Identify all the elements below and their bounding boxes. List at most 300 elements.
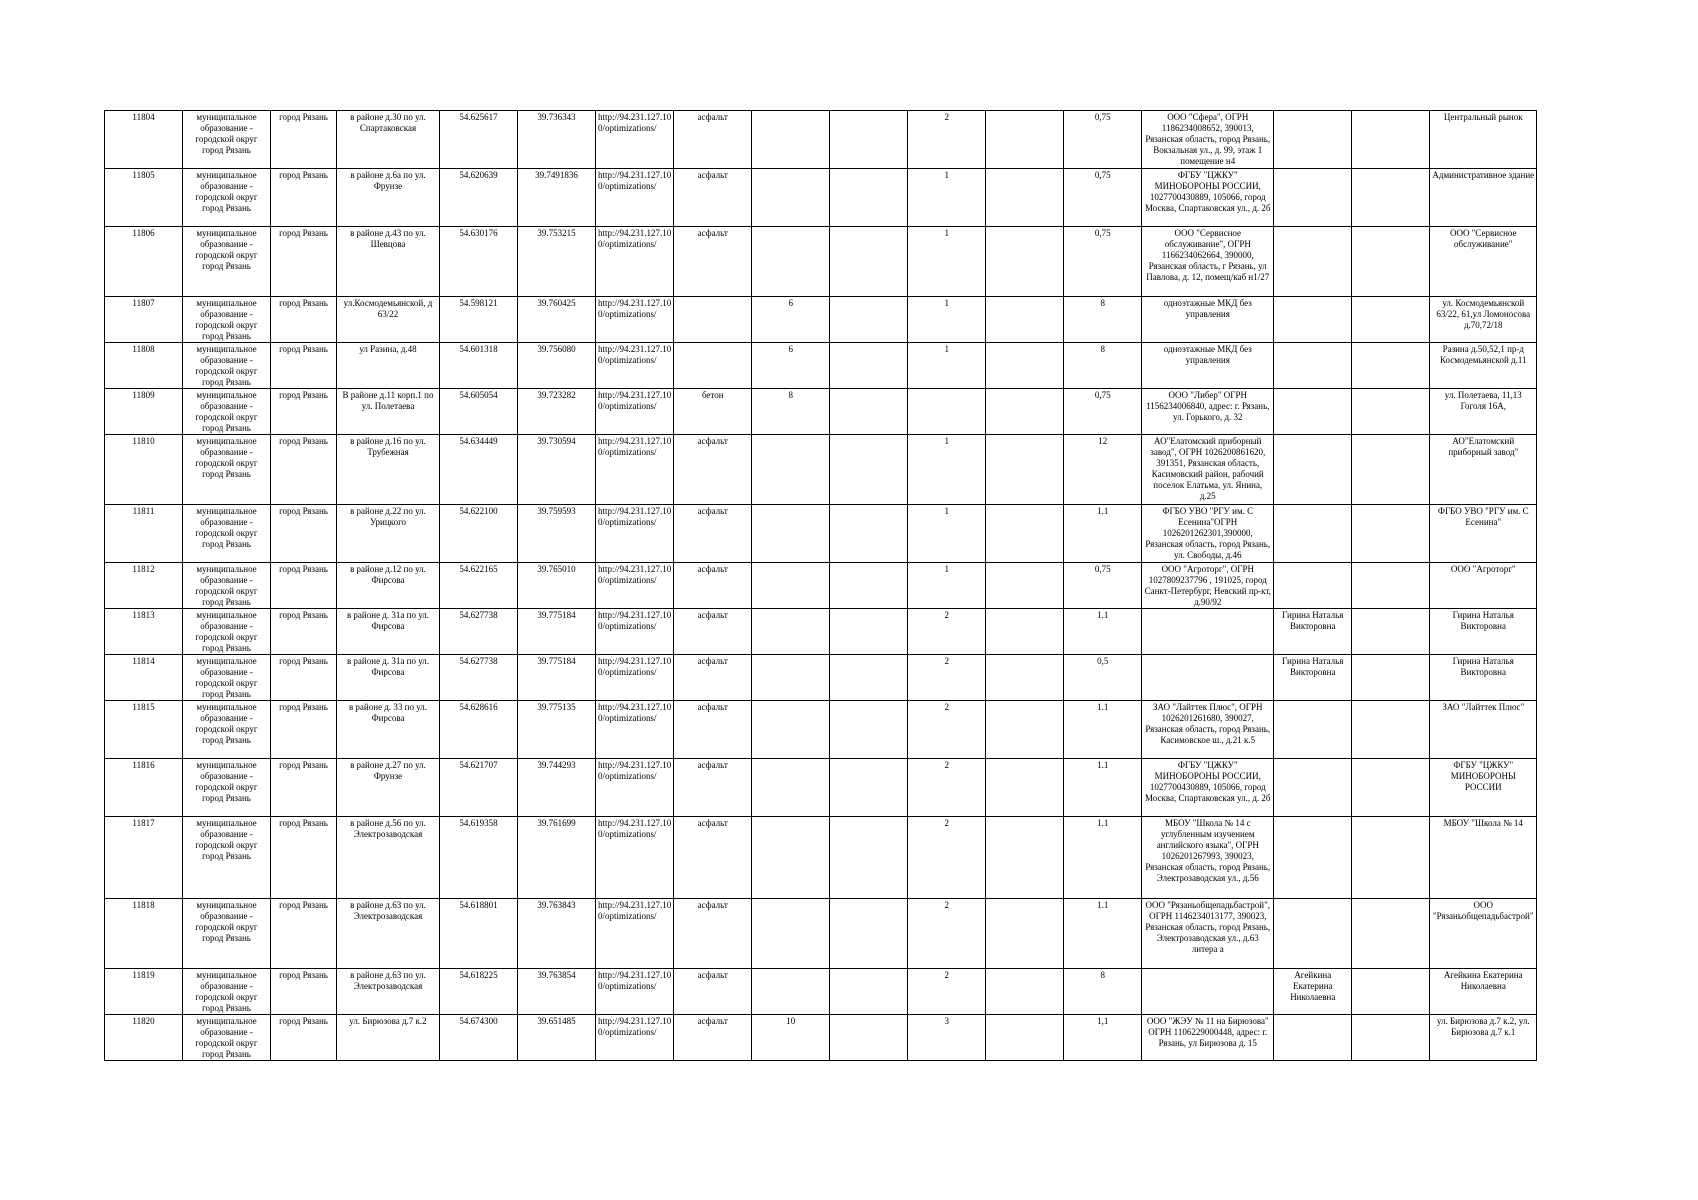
area-cell — [752, 227, 830, 297]
owner-cell: одноэтажные МКД без управления — [1142, 297, 1274, 343]
empty-cell — [830, 817, 908, 899]
individual-owner-cell — [1274, 505, 1352, 563]
municipality-cell: муниципальное образование - городской округ город Рязань — [183, 343, 271, 389]
empty-cell — [830, 389, 908, 435]
waste-sources-cell: Разина д.50,52,1 пр-д Космодемьянской д.11 — [1430, 343, 1537, 389]
empty-cell — [986, 969, 1064, 1015]
area-cell — [752, 435, 830, 505]
longitude-cell: 39.763854 — [518, 969, 596, 1015]
surface-cell: асфальт — [674, 817, 752, 899]
table-row — [105, 435, 1537, 505]
owner-cell: АО"Елатомский приборный завод", ОГРН 1026200861620, 391351, Рязанская область, Касимовский район, рабочий поселок Елатьма, ул. Янина, д.25 — [1142, 435, 1274, 505]
volume-cell: 12 — [1064, 435, 1142, 505]
table-body — [105, 111, 1537, 1061]
empty-cell — [986, 505, 1064, 563]
map-link-cell[interactable]: http://94.231.127.10 0/optimizations/ — [596, 1015, 674, 1061]
area-cell — [752, 563, 830, 609]
table-row — [105, 169, 1537, 227]
empty-cell — [830, 1015, 908, 1061]
empty-cell — [1352, 563, 1430, 609]
area-cell — [752, 969, 830, 1015]
empty-cell — [830, 969, 908, 1015]
latitude-cell: 54.625617 — [440, 111, 518, 169]
individual-owner-cell — [1274, 563, 1352, 609]
latitude-cell: 54.620639 — [440, 169, 518, 227]
surface-cell: асфальт — [674, 169, 752, 227]
individual-owner-cell — [1274, 227, 1352, 297]
empty-cell — [986, 817, 1064, 899]
table-row — [105, 1015, 1537, 1061]
latitude-cell: 54.622165 — [440, 563, 518, 609]
municipality-cell: муниципальное образование - городской округ город Рязань — [183, 969, 271, 1015]
empty-cell — [1352, 969, 1430, 1015]
empty-cell — [986, 655, 1064, 701]
container-count-cell: 1 — [908, 435, 986, 505]
container-count-cell: 2 — [908, 969, 986, 1015]
volume-cell: 1.1 — [1064, 817, 1142, 899]
table-row — [105, 297, 1537, 343]
id-cell: 11812 — [105, 563, 183, 609]
waste-sources-cell: ЗАО "Лайттек Плюс" — [1430, 701, 1537, 759]
surface-cell: асфальт — [674, 701, 752, 759]
area-cell — [752, 111, 830, 169]
address-cell: в районе д.6а по ул. Фрунзе — [337, 169, 440, 227]
longitude-cell: 39.723282 — [518, 389, 596, 435]
settlement-cell: город Рязань — [271, 817, 337, 899]
latitude-cell: 54.605054 — [440, 389, 518, 435]
owner-cell: МБОУ "Школа № 14 с углубленным изучением английского языка", ОГРН 1026201267993, 390023, Рязанская область, город Рязань, Электрозаводская ул., д.56 — [1142, 817, 1274, 899]
id-cell: 11804 — [105, 111, 183, 169]
settlement-cell: город Рязань — [271, 655, 337, 701]
settlement-cell: город Рязань — [271, 227, 337, 297]
map-link-cell[interactable]: http://94.231.127.10 0/optimizations/ — [596, 899, 674, 969]
latitude-cell: 54.619358 — [440, 817, 518, 899]
empty-cell — [1352, 505, 1430, 563]
owner-cell: ФГБУ "ЦЖКУ" МИНОБОРОНЫ РОССИИ, 1027700430889, 105066, город Москва, Спартаковская ул., д. 2б — [1142, 169, 1274, 227]
longitude-cell: 39.775184 — [518, 609, 596, 655]
settlement-cell: город Рязань — [271, 563, 337, 609]
individual-owner-cell — [1274, 899, 1352, 969]
owner-cell: ООО "Сфера", ОГРН 1186234008652, 390013, Рязанская область, город Рязань, Вокзальная ул., д. 99, этаж 1 помещение н4 — [1142, 111, 1274, 169]
municipality-cell: муниципальное образование - городской округ город Рязань — [183, 505, 271, 563]
container-count-cell: 1 — [908, 297, 986, 343]
id-cell: 11816 — [105, 759, 183, 817]
address-cell: ул.Космодемьянской, д 63/22 — [337, 297, 440, 343]
owner-cell: ООО "ЖЭУ № 11 на Бирюзова" ОГРН 1106229000448, адрес: г. Рязань, ул Бирюзова д. 15 — [1142, 1015, 1274, 1061]
id-cell: 11810 — [105, 435, 183, 505]
empty-cell — [830, 435, 908, 505]
municipality-cell: муниципальное образование - городской округ город Рязань — [183, 227, 271, 297]
municipality-cell: муниципальное образование - городской округ город Рязань — [183, 389, 271, 435]
volume-cell: 8 — [1064, 969, 1142, 1015]
latitude-cell: 54.618225 — [440, 969, 518, 1015]
volume-cell: 1.1 — [1064, 701, 1142, 759]
volume-cell: 0,75 — [1064, 169, 1142, 227]
volume-cell: 0,75 — [1064, 111, 1142, 169]
map-link-cell[interactable]: http://94.231.127.10 0/optimizations/ — [596, 505, 674, 563]
empty-cell — [1352, 297, 1430, 343]
table-row — [105, 969, 1537, 1015]
settlement-cell: город Рязань — [271, 505, 337, 563]
empty-cell — [986, 435, 1064, 505]
waste-sources-cell: ул. Космодемьянской 63/22, 61,ул Ломоносова д.70,72/18 — [1430, 297, 1537, 343]
individual-owner-cell: Гирина Наталья Викторовна — [1274, 609, 1352, 655]
waste-sources-cell: Агейкина Екатерина Николаевна — [1430, 969, 1537, 1015]
municipality-cell: муниципальное образование - городской округ город Рязань — [183, 701, 271, 759]
empty-cell — [830, 655, 908, 701]
owner-cell: одноэтажные МКД без управления — [1142, 343, 1274, 389]
owner-cell: ФГБО УВО "РГУ им. С Есенина"ОГРН 1026201262301,390000, Рязанская область, город Рязань, ул. Свободы, д.46 — [1142, 505, 1274, 563]
empty-cell — [830, 701, 908, 759]
individual-owner-cell — [1274, 1015, 1352, 1061]
map-link-cell[interactable]: http://94.231.127.10 0/optimizations/ — [596, 297, 674, 343]
owner-cell — [1142, 609, 1274, 655]
municipality-cell: муниципальное образование - городской округ город Рязань — [183, 1015, 271, 1061]
individual-owner-cell — [1274, 435, 1352, 505]
table-row — [105, 505, 1537, 563]
settlement-cell: город Рязань — [271, 899, 337, 969]
surface-cell: асфальт — [674, 435, 752, 505]
address-cell: в районе д. 31а по ул. Фирсова — [337, 609, 440, 655]
area-cell — [752, 759, 830, 817]
settlement-cell: город Рязань — [271, 609, 337, 655]
empty-cell — [986, 169, 1064, 227]
address-cell: в районе д.63 по ул. Электрозаводская — [337, 899, 440, 969]
address-cell: ул Разина, д.48 — [337, 343, 440, 389]
settlement-cell: город Рязань — [271, 759, 337, 817]
settlement-cell: город Рязань — [271, 297, 337, 343]
waste-sources-cell: ООО "Агроторг" — [1430, 563, 1537, 609]
empty-cell — [830, 899, 908, 969]
area-cell — [752, 609, 830, 655]
latitude-cell: 54.598121 — [440, 297, 518, 343]
address-cell: в районе д.27 по ул. Фрунзе — [337, 759, 440, 817]
area-cell — [752, 817, 830, 899]
empty-cell — [986, 389, 1064, 435]
surface-cell — [674, 297, 752, 343]
settlement-cell: город Рязань — [271, 435, 337, 505]
address-cell: ул. Бирюзова д.7 к.2 — [337, 1015, 440, 1061]
map-link-cell[interactable]: http://94.231.127.10 0/optimizations/ — [596, 227, 674, 297]
area-cell — [752, 701, 830, 759]
settlement-cell: город Рязань — [271, 1015, 337, 1061]
id-cell: 11818 — [105, 899, 183, 969]
settlement-cell: город Рязань — [271, 343, 337, 389]
container-count-cell: 1 — [908, 343, 986, 389]
latitude-cell: 54.601318 — [440, 343, 518, 389]
table-row — [105, 609, 1537, 655]
table-row — [105, 899, 1537, 969]
table-row — [105, 563, 1537, 609]
map-link-cell[interactable]: http://94.231.127.10 0/optimizations/ — [596, 389, 674, 435]
settlement-cell: город Рязань — [271, 701, 337, 759]
id-cell: 11808 — [105, 343, 183, 389]
surface-cell: асфальт — [674, 505, 752, 563]
surface-cell: асфальт — [674, 969, 752, 1015]
surface-cell: асфальт — [674, 111, 752, 169]
empty-cell — [1352, 1015, 1430, 1061]
container-count-cell: 1 — [908, 169, 986, 227]
longitude-cell: 39.759593 — [518, 505, 596, 563]
empty-cell — [986, 899, 1064, 969]
latitude-cell: 54.622100 — [440, 505, 518, 563]
empty-cell — [986, 701, 1064, 759]
map-link-cell[interactable]: http://94.231.127.10 0/optimizations/ — [596, 759, 674, 817]
volume-cell: 0,75 — [1064, 389, 1142, 435]
volume-cell: 0,5 — [1064, 655, 1142, 701]
empty-cell — [830, 297, 908, 343]
latitude-cell: 54.618801 — [440, 899, 518, 969]
individual-owner-cell — [1274, 111, 1352, 169]
container-count-cell: 2 — [908, 817, 986, 899]
area-cell: 10 — [752, 1015, 830, 1061]
map-link-cell[interactable]: http://94.231.127.10 0/optimizations/ — [596, 609, 674, 655]
owner-cell: ООО "Агроторг", ОГРН 1027809237796 , 191025, город Санкт-Петербург, Невский пр-кт, д.90/92 — [1142, 563, 1274, 609]
map-link-cell[interactable]: http://94.231.127.10 0/optimizations/ — [596, 111, 674, 169]
settlement-cell: город Рязань — [271, 111, 337, 169]
waste-sources-cell: ФГБО УВО "РГУ им. С Есенина" — [1430, 505, 1537, 563]
longitude-cell: 39.775184 — [518, 655, 596, 701]
empty-cell — [830, 759, 908, 817]
id-cell: 11805 — [105, 169, 183, 227]
owner-cell: ЗАО "Лайттек Плюс", ОГРН 1026201261680, 390027, Рязанская область, город Рязань, Касимовское ш., д.21 к.5 — [1142, 701, 1274, 759]
individual-owner-cell — [1274, 759, 1352, 817]
empty-cell — [1352, 701, 1430, 759]
empty-cell — [1352, 609, 1430, 655]
table-row — [105, 817, 1537, 899]
address-cell: в районе д.63 по ул. Электрозаводская — [337, 969, 440, 1015]
volume-cell: 1.1 — [1064, 609, 1142, 655]
longitude-cell: 39.651485 — [518, 1015, 596, 1061]
container-count-cell: 1 — [908, 227, 986, 297]
latitude-cell: 54.621707 — [440, 759, 518, 817]
waste-sources-cell: АО"Елатомский приборный завод" — [1430, 435, 1537, 505]
surface-cell: асфальт — [674, 563, 752, 609]
id-cell: 11807 — [105, 297, 183, 343]
map-link-cell[interactable]: http://94.231.127.10 0/optimizations/ — [596, 701, 674, 759]
surface-cell: асфальт — [674, 227, 752, 297]
map-link-cell[interactable]: http://94.231.127.10 0/optimizations/ — [596, 563, 674, 609]
latitude-cell: 54.627738 — [440, 655, 518, 701]
waste-sources-cell: ул. Полетаева, 11,13 Гоголя 16А, — [1430, 389, 1537, 435]
individual-owner-cell — [1274, 701, 1352, 759]
empty-cell — [830, 609, 908, 655]
owner-cell: ООО "Рязаньобщепадьбастрой", ОГРН 1146234013177, 390023, Рязанская область, город Рязань, Электрозаводская ул., д.63 литера а — [1142, 899, 1274, 969]
waste-sources-cell: Центральный рынок — [1430, 111, 1537, 169]
empty-cell — [1352, 899, 1430, 969]
latitude-cell: 54.628616 — [440, 701, 518, 759]
municipality-cell: муниципальное образование - городской округ город Рязань — [183, 899, 271, 969]
address-cell: в районе д.16 по ул. Трубежная — [337, 435, 440, 505]
individual-owner-cell — [1274, 297, 1352, 343]
container-count-cell: 2 — [908, 609, 986, 655]
individual-owner-cell — [1274, 343, 1352, 389]
container-count-cell: 2 — [908, 759, 986, 817]
owner-cell: ООО "Либер" ОГРН 1156234006840, адрес: г. Рязань, ул. Горького, д. 32 — [1142, 389, 1274, 435]
table-row — [105, 389, 1537, 435]
address-cell: в районе д.56 по ул. Электрозаводская — [337, 817, 440, 899]
municipality-cell: муниципальное образование - городской округ город Рязань — [183, 297, 271, 343]
empty-cell — [1352, 655, 1430, 701]
settlement-cell: город Рязань — [271, 169, 337, 227]
address-cell: в районе д.30 по ул. Спартаковская — [337, 111, 440, 169]
owner-cell — [1142, 969, 1274, 1015]
latitude-cell: 54.674300 — [440, 1015, 518, 1061]
volume-cell: 0,75 — [1064, 227, 1142, 297]
id-cell: 11809 — [105, 389, 183, 435]
container-count-cell: 1 — [908, 505, 986, 563]
individual-owner-cell: Агейкина Екатерина Николаевна — [1274, 969, 1352, 1015]
waste-sources-cell: МБОУ "Школа № 14 — [1430, 817, 1537, 899]
id-cell: 11817 — [105, 817, 183, 899]
waste-sources-cell: ООО "Рязаньобщепадьбастрой" — [1430, 899, 1537, 969]
longitude-cell: 39.744293 — [518, 759, 596, 817]
area-cell: 6 — [752, 343, 830, 389]
table-row — [105, 655, 1537, 701]
registry-table — [104, 110, 1537, 1061]
volume-cell: 0,75 — [1064, 563, 1142, 609]
empty-cell — [1352, 759, 1430, 817]
longitude-cell: 39.753215 — [518, 227, 596, 297]
empty-cell — [986, 563, 1064, 609]
surface-cell: асфальт — [674, 759, 752, 817]
municipality-cell: муниципальное образование - городской округ город Рязань — [183, 759, 271, 817]
empty-cell — [1352, 169, 1430, 227]
surface-cell: асфальт — [674, 655, 752, 701]
empty-cell — [986, 759, 1064, 817]
settlement-cell: город Рязань — [271, 389, 337, 435]
empty-cell — [830, 563, 908, 609]
waste-sources-cell: Гирина Наталья Викторовна — [1430, 609, 1537, 655]
id-cell: 11820 — [105, 1015, 183, 1061]
latitude-cell: 54.634449 — [440, 435, 518, 505]
empty-cell — [830, 505, 908, 563]
area-cell — [752, 655, 830, 701]
container-count-cell: 2 — [908, 111, 986, 169]
empty-cell — [986, 227, 1064, 297]
longitude-cell: 39.760425 — [518, 297, 596, 343]
table-row — [105, 227, 1537, 297]
address-cell: в районе д.22 по ул. Урицкого — [337, 505, 440, 563]
surface-cell: бетон — [674, 389, 752, 435]
empty-cell — [986, 343, 1064, 389]
id-cell: 11806 — [105, 227, 183, 297]
area-cell — [752, 899, 830, 969]
container-count-cell: 2 — [908, 899, 986, 969]
empty-cell — [830, 343, 908, 389]
empty-cell — [1352, 343, 1430, 389]
table-row — [105, 343, 1537, 389]
longitude-cell: 39.756080 — [518, 343, 596, 389]
map-link-cell[interactable]: http://94.231.127.10 0/optimizations/ — [596, 969, 674, 1015]
empty-cell — [986, 297, 1064, 343]
surface-cell — [674, 343, 752, 389]
volume-cell: 1,1 — [1064, 1015, 1142, 1061]
empty-cell — [986, 1015, 1064, 1061]
map-link-cell[interactable]: http://94.231.127.10 0/optimizations/ — [596, 169, 674, 227]
id-cell: 11819 — [105, 969, 183, 1015]
table-row — [105, 701, 1537, 759]
municipality-cell: муниципальное образование - городской округ город Рязань — [183, 111, 271, 169]
volume-cell: 8 — [1064, 297, 1142, 343]
map-link-cell[interactable]: http://94.231.127.10 0/optimizations/ — [596, 817, 674, 899]
longitude-cell: 39.775135 — [518, 701, 596, 759]
surface-cell: асфальт — [674, 609, 752, 655]
surface-cell: асфальт — [674, 1015, 752, 1061]
waste-sources-cell: Гирина Наталья Викторовна — [1430, 655, 1537, 701]
longitude-cell: 39.736343 — [518, 111, 596, 169]
empty-cell — [1352, 111, 1430, 169]
empty-cell — [830, 227, 908, 297]
address-cell: в районе д.12 по ул. Фирсова — [337, 563, 440, 609]
latitude-cell: 54.630176 — [440, 227, 518, 297]
container-count-cell: 2 — [908, 701, 986, 759]
volume-cell: 1.1 — [1064, 505, 1142, 563]
waste-sources-cell: ул. Бирюзова д.7 к.2, ул. Бирюзова д.7 к.1 — [1430, 1015, 1537, 1061]
latitude-cell: 54.627738 — [440, 609, 518, 655]
table-row — [105, 111, 1537, 169]
empty-cell — [830, 169, 908, 227]
surface-cell: асфальт — [674, 899, 752, 969]
address-cell: в районе д.43 по ул. Шевцова — [337, 227, 440, 297]
area-cell — [752, 505, 830, 563]
id-cell: 11814 — [105, 655, 183, 701]
table-row — [105, 759, 1537, 817]
individual-owner-cell: Гирина Наталья Викторовна — [1274, 655, 1352, 701]
owner-cell: ООО "Сервисное обслуживание", ОГРН 1166234062664, 390000, Рязанская область, г Рязань, ул Павлова, д. 12, помещ/каб н1/27 — [1142, 227, 1274, 297]
area-cell: 6 — [752, 297, 830, 343]
container-count-cell: 1 — [908, 563, 986, 609]
municipality-cell: муниципальное образование - городской округ город Рязань — [183, 435, 271, 505]
owner-cell: ФГБУ "ЦЖКУ" МИНОБОРОНЫ РОССИИ, 1027700430889, 105066, город Москва, Спартаковская ул., д. 2б — [1142, 759, 1274, 817]
container-count-cell: 2 — [908, 655, 986, 701]
longitude-cell: 39.730594 — [518, 435, 596, 505]
municipality-cell: муниципальное образование - городской округ город Рязань — [183, 609, 271, 655]
waste-sources-cell: ООО "Сервисное обслуживание" — [1430, 227, 1537, 297]
map-link-cell[interactable]: http://94.231.127.10 0/optimizations/ — [596, 343, 674, 389]
map-link-cell[interactable]: http://94.231.127.10 0/optimizations/ — [596, 655, 674, 701]
longitude-cell: 39.763843 — [518, 899, 596, 969]
waste-sources-cell: ФГБУ "ЦЖКУ" МИНОБОРОНЫ РОССИИ — [1430, 759, 1537, 817]
id-cell: 11815 — [105, 701, 183, 759]
empty-cell — [1352, 435, 1430, 505]
empty-cell — [1352, 817, 1430, 899]
area-cell — [752, 169, 830, 227]
volume-cell: 8 — [1064, 343, 1142, 389]
empty-cell — [1352, 389, 1430, 435]
settlement-cell: город Рязань — [271, 969, 337, 1015]
map-link-cell[interactable]: http://94.231.127.10 0/optimizations/ — [596, 435, 674, 505]
longitude-cell: 39.7491836 — [518, 169, 596, 227]
area-cell: 8 — [752, 389, 830, 435]
municipality-cell: муниципальное образование - городской округ город Рязань — [183, 817, 271, 899]
empty-cell — [1352, 227, 1430, 297]
volume-cell: 1.1 — [1064, 899, 1142, 969]
container-count-cell: 3 — [908, 1015, 986, 1061]
longitude-cell: 39.761699 — [518, 817, 596, 899]
container-count-cell — [908, 389, 986, 435]
municipality-cell: муниципальное образование - городской округ город Рязань — [183, 169, 271, 227]
empty-cell — [986, 609, 1064, 655]
waste-sources-cell: Административное здание — [1430, 169, 1537, 227]
address-cell: в районе д. 33 по ул. Фирсова — [337, 701, 440, 759]
address-cell: в районе д. 31а по ул. Фирсова — [337, 655, 440, 701]
empty-cell — [830, 111, 908, 169]
empty-cell — [986, 111, 1064, 169]
owner-cell — [1142, 655, 1274, 701]
id-cell: 11813 — [105, 609, 183, 655]
individual-owner-cell — [1274, 817, 1352, 899]
